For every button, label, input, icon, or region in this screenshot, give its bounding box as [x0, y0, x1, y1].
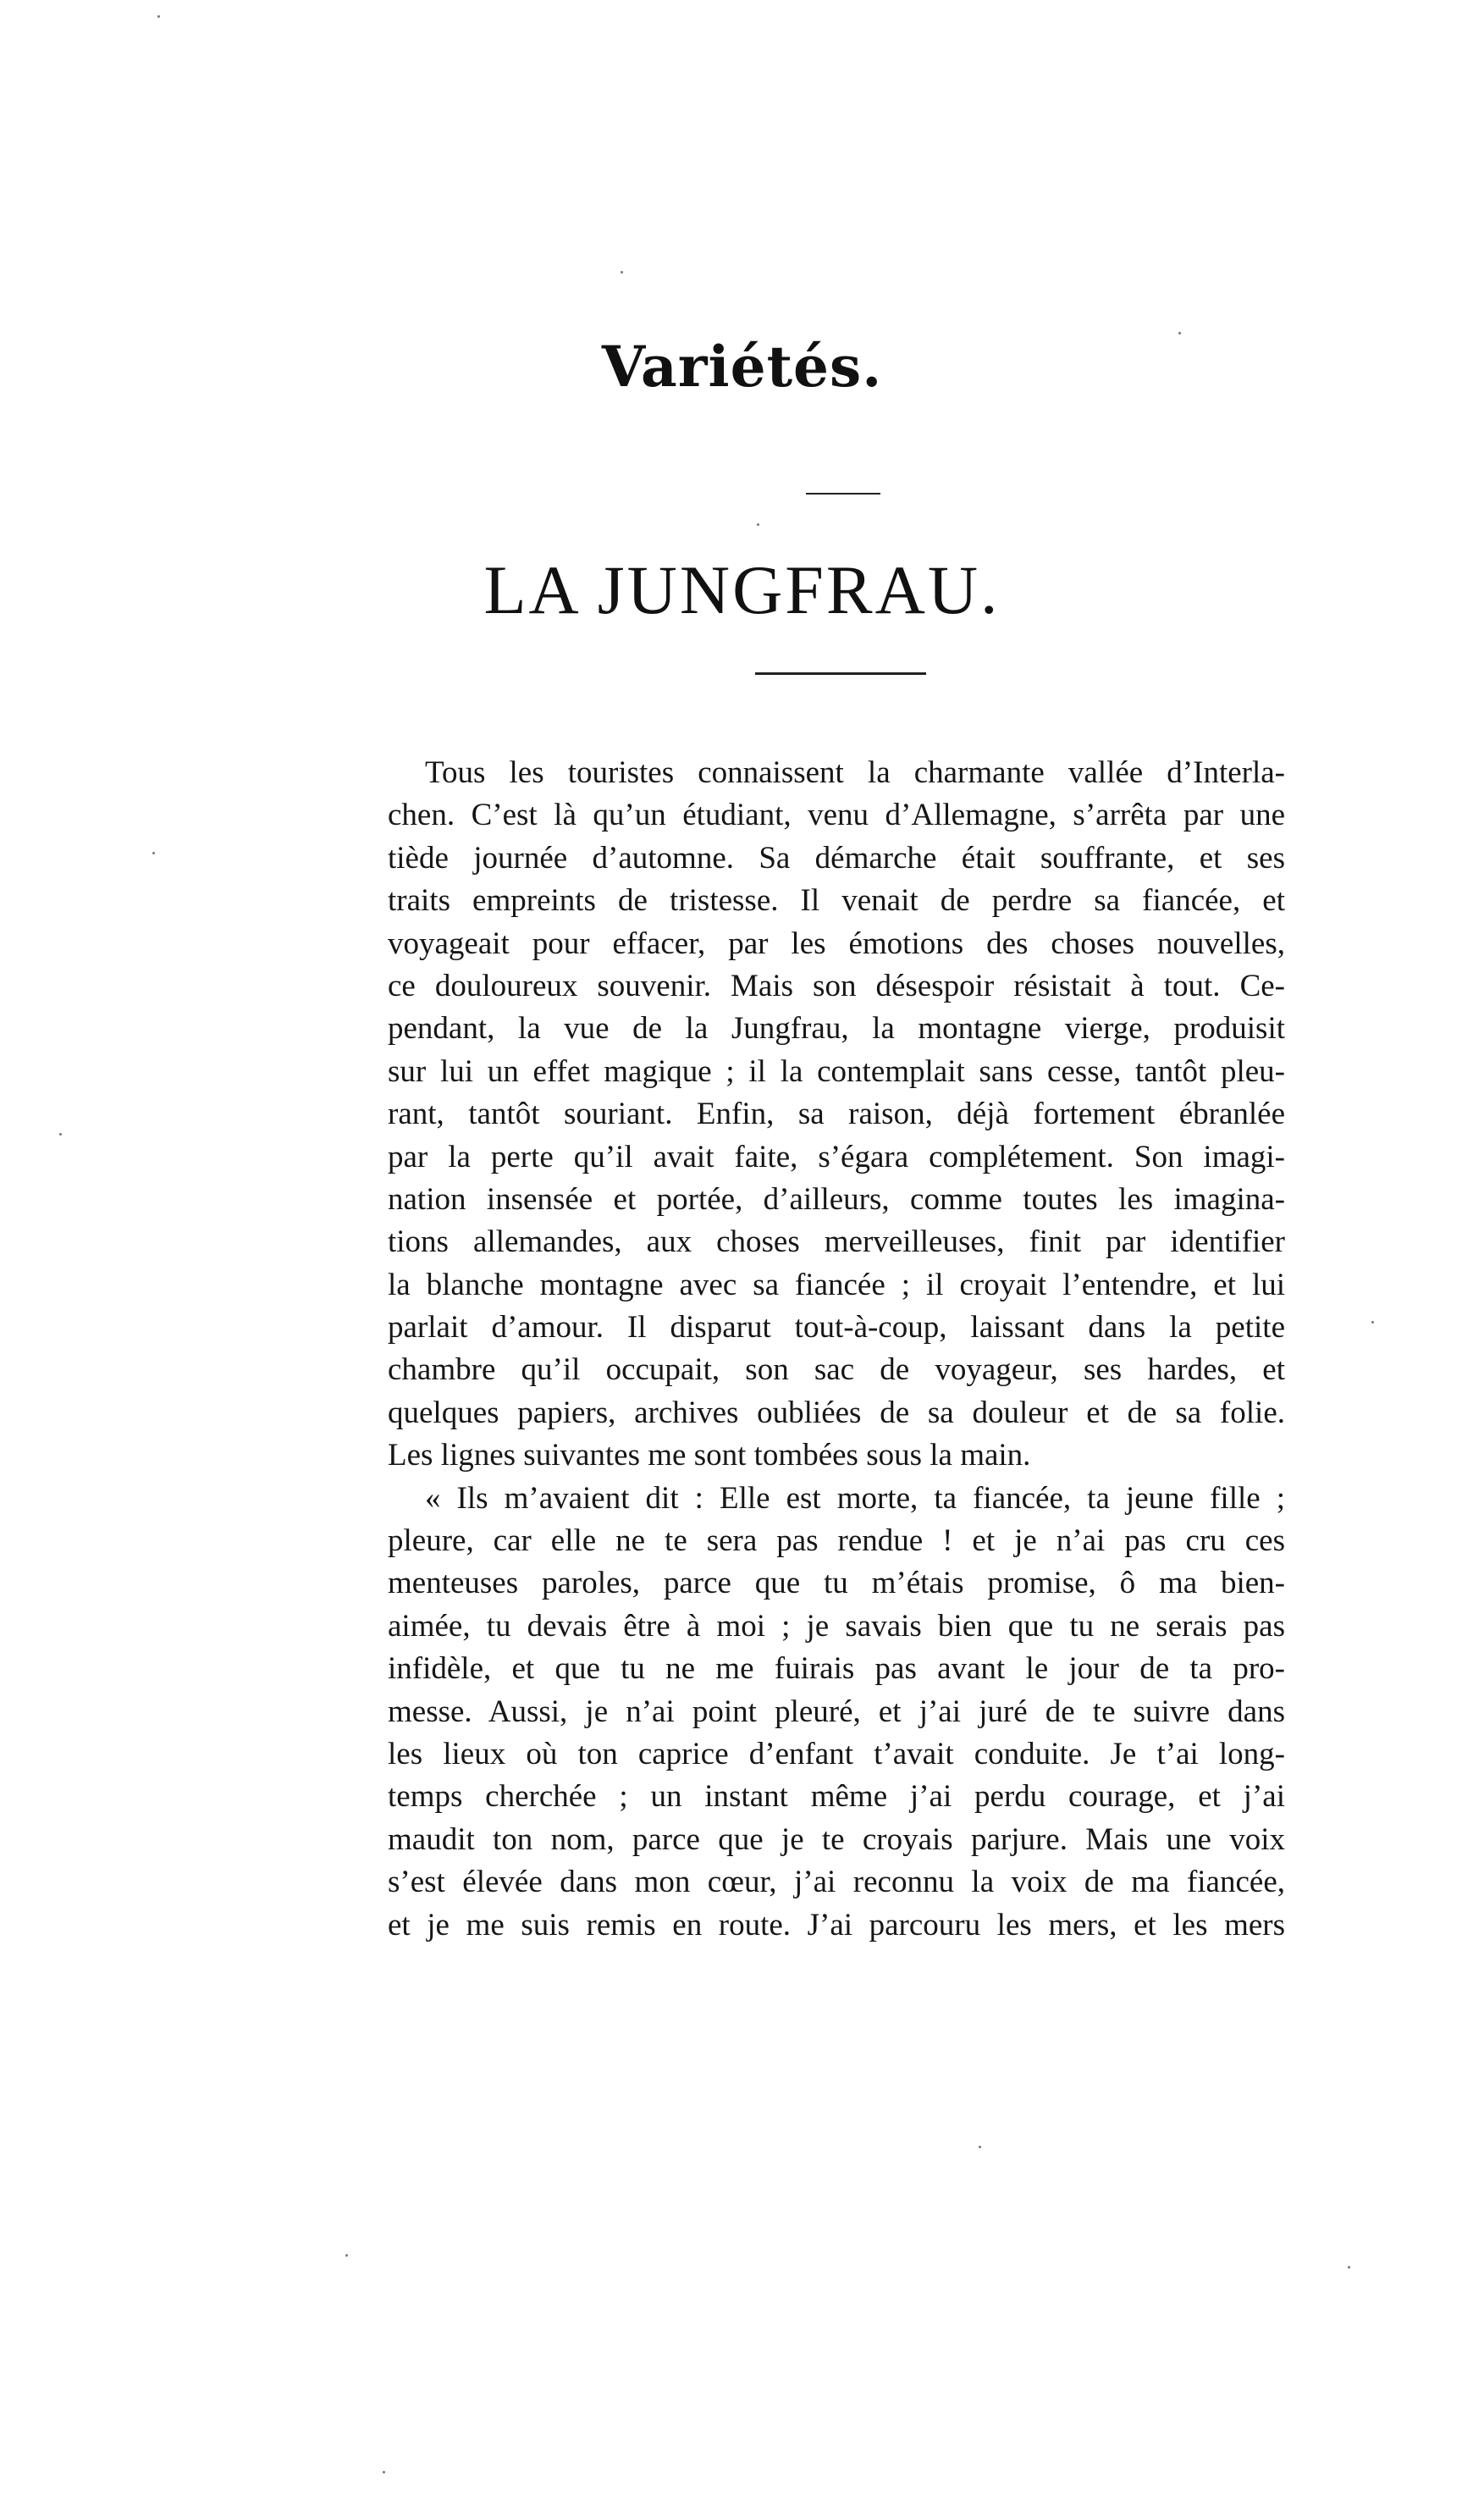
text-line: Les lignes suivantes me sont tombées sous la main. [388, 1438, 1031, 1473]
text-line: les lieux où ton caprice d’enfant t’avait conduite. Je t’ai long- [388, 1736, 1285, 1771]
text-line: s’est élevée dans mon cœur, j’ai reconnu la voix de ma fiancée, [388, 1865, 1285, 1900]
text-line: sur lui un effet magique ; il la contemplait sans cesse, tantôt pleu- [388, 1053, 1285, 1089]
text-line: pleure, car elle ne te sera pas rendue ! et je n’ai pas cru ces [388, 1523, 1285, 1559]
paper-speck [621, 271, 623, 274]
paper-speck [383, 2471, 385, 2473]
text-line: ce douloureux souvenir. Mais son désespoir résistait à tout. Ce- [388, 968, 1285, 1003]
text-line: parlait d’amour. Il disparut tout-à-coup, laissant dans la petite [388, 1310, 1285, 1346]
text-line: par la perte qu’il avait faite, s’égara complétement. Son imagi- [388, 1139, 1285, 1174]
title-divider [755, 672, 926, 675]
text-line: chen. C’est là qu’un étudiant, venu d’Allemagne, s’arrêta par une [388, 798, 1285, 833]
text-line: pendant, la vue de la Jungfrau, la montagne vierge, produisit [388, 1011, 1285, 1047]
text-line: tions allemandes, aux choses merveilleuses, finit par identifier [388, 1224, 1285, 1260]
text-line: traits empreints de tristesse. Il venait de perdre sa fiancée, et [388, 883, 1285, 919]
text-line: quelques papiers, archives oubliées de sa douleur et de sa folie. [388, 1395, 1285, 1430]
text-line: et je me suis remis en route. J’ai parcouru les mers, et les mers [388, 1907, 1285, 1943]
text-line: voyageait pour effacer, par les émotions des choses nouvelles, [388, 926, 1285, 961]
paper-speck [345, 2254, 348, 2257]
paper-speck [1348, 2266, 1350, 2269]
text-line: tiède journée d’automne. Sa démarche était souffrante, et ses [388, 840, 1285, 876]
paper-speck [979, 2146, 981, 2148]
paper-speck [1371, 1321, 1374, 1324]
text-line: maudit ton nom, parce que je te croyais parjure. Mais une voix [388, 1821, 1285, 1857]
text-line: infidèle, et que tu ne me fuirais pas avant le jour de ta pro- [388, 1651, 1285, 1687]
heading-divider [806, 493, 880, 495]
text-line: « Ils m’avaient dit : Elle est morte, ta fiancée, ta jeune fille ; [425, 1480, 1285, 1516]
paper-speck [59, 1133, 62, 1136]
paper-speck [757, 523, 759, 526]
text-line: chambre qu’il occupait, son sac de voyageur, ses hardes, et [388, 1352, 1285, 1388]
paper-speck [157, 15, 160, 18]
article-body [388, 752, 1285, 1947]
section-heading: Variétés. [601, 334, 883, 400]
text-line: menteuses paroles, parce que tu m’étais promise, ô ma bien- [388, 1566, 1285, 1601]
article-title: LA JUNGFRAU. [483, 551, 1001, 628]
text-line: Tous les touristes connaissent la charmante vallée d’Interla- [425, 755, 1285, 790]
text-line: nation insensée et portée, d’ailleurs, comme toutes les imagina- [388, 1181, 1285, 1217]
text-line: messe. Aussi, je n’ai point pleuré, et j’ai juré de te suivre dans [388, 1694, 1285, 1729]
text-line: temps cherchée ; un instant même j’ai perdu courage, et j’ai [388, 1779, 1285, 1815]
paper-speck [1178, 332, 1181, 334]
text-line: aimée, tu devais être à moi ; je savais bien que tu ne serais pas [388, 1608, 1285, 1644]
text-line: la blanche montagne avec sa fiancée ; il croyait l’entendre, et lui [388, 1267, 1285, 1302]
paper-speck [152, 852, 155, 854]
text-line: rant, tantôt souriant. Enfin, sa raison, déjà fortement ébranlée [388, 1097, 1285, 1132]
